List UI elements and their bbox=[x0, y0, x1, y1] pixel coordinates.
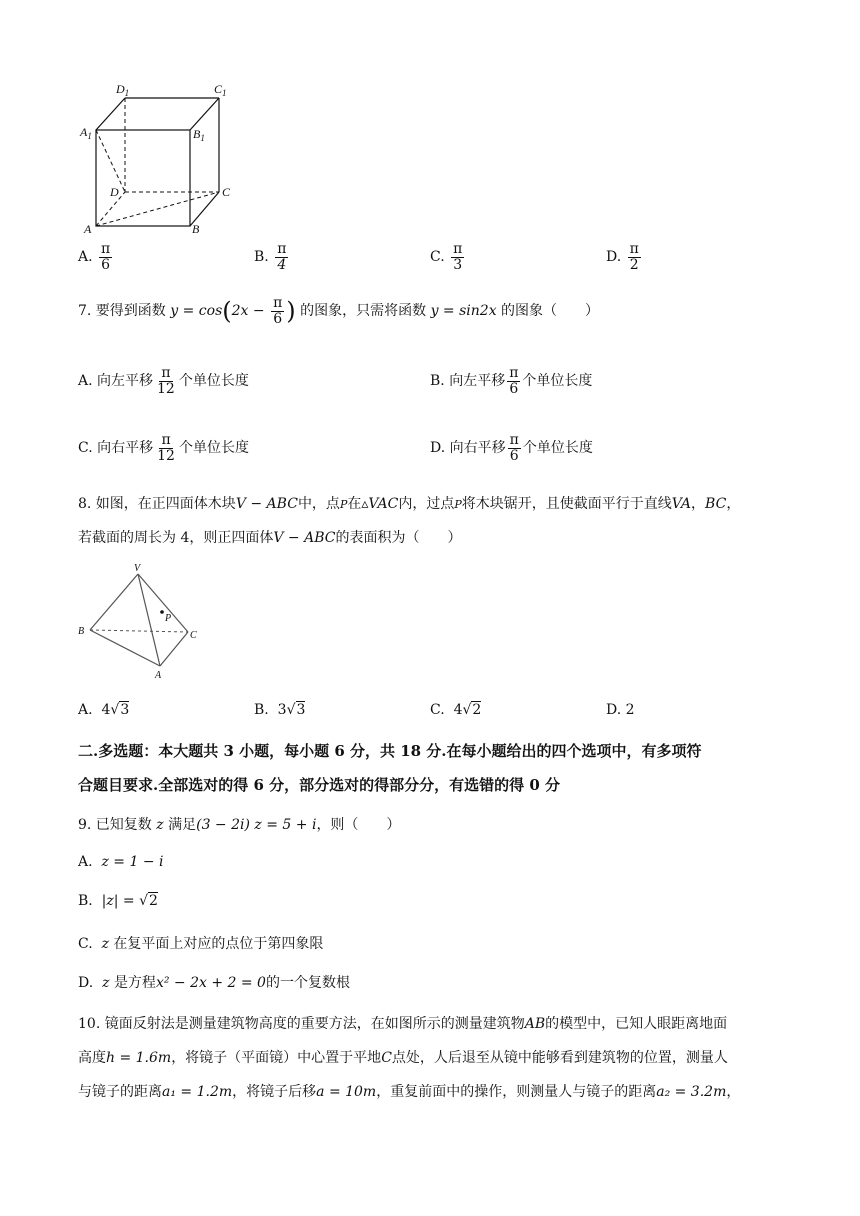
q10-line2: 高度h = 1.6m，将镜子（平面镜）中心置于平地C点处，人后退至从镜中能够看到建筑物的位置，测量人 bbox=[78, 1050, 728, 1066]
q6-option-c: C. $\frac{\pi}{3}$ bbox=[430, 241, 463, 273]
cube-edge-b1c1 bbox=[190, 98, 219, 130]
q6-option-a: A. $\frac{\pi}{6}$ bbox=[78, 241, 111, 273]
q9-option-b: B. |z| = √2 bbox=[78, 893, 158, 909]
label-b: B bbox=[78, 626, 85, 637]
point-p bbox=[160, 610, 164, 614]
cube-edge-a1d1 bbox=[96, 98, 125, 130]
q10-line1: 10. 镜面反射法是测量建筑物高度的重要方法，在如图所示的测量建筑物AB的模型中，已知人眼距离地面 bbox=[78, 1016, 728, 1032]
q6-option-b: B. $\frac{\pi}{4}$ bbox=[254, 241, 287, 273]
q7-option-d: D. 向右平移 $\frac{\pi}{6}$ 个单位长度 bbox=[430, 432, 593, 464]
label-a: A bbox=[84, 222, 92, 236]
q10-line3: 与镜子的距离a₁ = 1.2m，将镜子后移a = 10m，重复前面中的操作，则测量人与镜子的距离a₂ = 3.2m， bbox=[78, 1084, 741, 1100]
q9-option-d: D. z 是方程x² − 2x + 2 = 0的一个复数根 bbox=[78, 975, 350, 991]
label-d: D bbox=[110, 185, 119, 199]
q8-option-d: D. 2 bbox=[606, 702, 635, 718]
label-a1: $A_1$ bbox=[80, 125, 92, 141]
label-p: P bbox=[165, 613, 172, 624]
cube-edge-bc bbox=[190, 192, 219, 226]
q7-stem: 7. 要得到函数 y = cos(2x − $\frac{\pi}{6}$ ) 的图象，只需将函数 y = sin2x 的图象（ ） bbox=[78, 295, 600, 327]
cube-front-face bbox=[96, 130, 190, 226]
q9-stem: 9. 已知复数 z 满足(3 − 2i) z = 5 + i，则（ ） bbox=[78, 817, 401, 833]
section2-heading-line1: 二.多选题：本大题共 3 小题，每小题 6 分，共 18 分.在每小题给出的四个选项中，有多项符 bbox=[78, 742, 702, 760]
q7-option-b: B. 向左平移 $\frac{\pi}{6}$ 个单位长度 bbox=[430, 365, 593, 397]
label-c1: $C_1$ bbox=[214, 82, 227, 98]
label-a: A bbox=[155, 670, 162, 681]
tetra-edge-vb bbox=[90, 574, 138, 630]
tetra-edge-ba bbox=[90, 630, 160, 666]
q9-option-c: C. z 在复平面上对应的点位于第四象限 bbox=[78, 936, 324, 952]
q6-option-d: D. $\frac{\pi}{2}$ bbox=[606, 241, 639, 273]
label-d1: $D_1$ bbox=[116, 82, 130, 98]
q8-stem-line1: 8. 如图，在正四面体木块V − ABC中，点P在▵VAC内，过点P将木块锯开，且使截面平行于直线VA，BC， bbox=[78, 496, 741, 512]
cube-hidden-a1d bbox=[96, 130, 125, 192]
q8-option-a: A. 4√3 bbox=[78, 702, 130, 718]
q8-option-b: B. 3√3 bbox=[254, 702, 306, 718]
label-b: B bbox=[192, 222, 200, 236]
q7-option-a: A. 向左平移 $\frac{\pi}{12}$ 个单位长度 bbox=[78, 365, 249, 397]
q8-stem-line2: 若截面的周长为 4，则正四面体V − ABC的表面积为（ ） bbox=[78, 530, 462, 546]
q7-option-c: C. 向右平移 $\frac{\pi}{12}$ 个单位长度 bbox=[78, 432, 249, 464]
label-c: C bbox=[190, 630, 197, 641]
tetra-edge-ca bbox=[160, 632, 188, 666]
label-c: C bbox=[222, 185, 231, 199]
q8-option-c: C. 4√2 bbox=[430, 702, 482, 718]
tetra-hidden-bc bbox=[90, 630, 188, 632]
q9-option-a: A. z = 1 − i bbox=[78, 854, 164, 870]
cube-figure bbox=[76, 80, 246, 236]
tetra-edge-va bbox=[138, 574, 160, 666]
label-v: V bbox=[134, 563, 141, 574]
tetrahedron-figure bbox=[74, 560, 204, 684]
label-b1: $B_1$ bbox=[193, 127, 205, 143]
section2-heading-line2: 合题目要求.全部选对的得 6 分，部分选对的得部分分，有选错的得 0 分 bbox=[78, 776, 560, 794]
